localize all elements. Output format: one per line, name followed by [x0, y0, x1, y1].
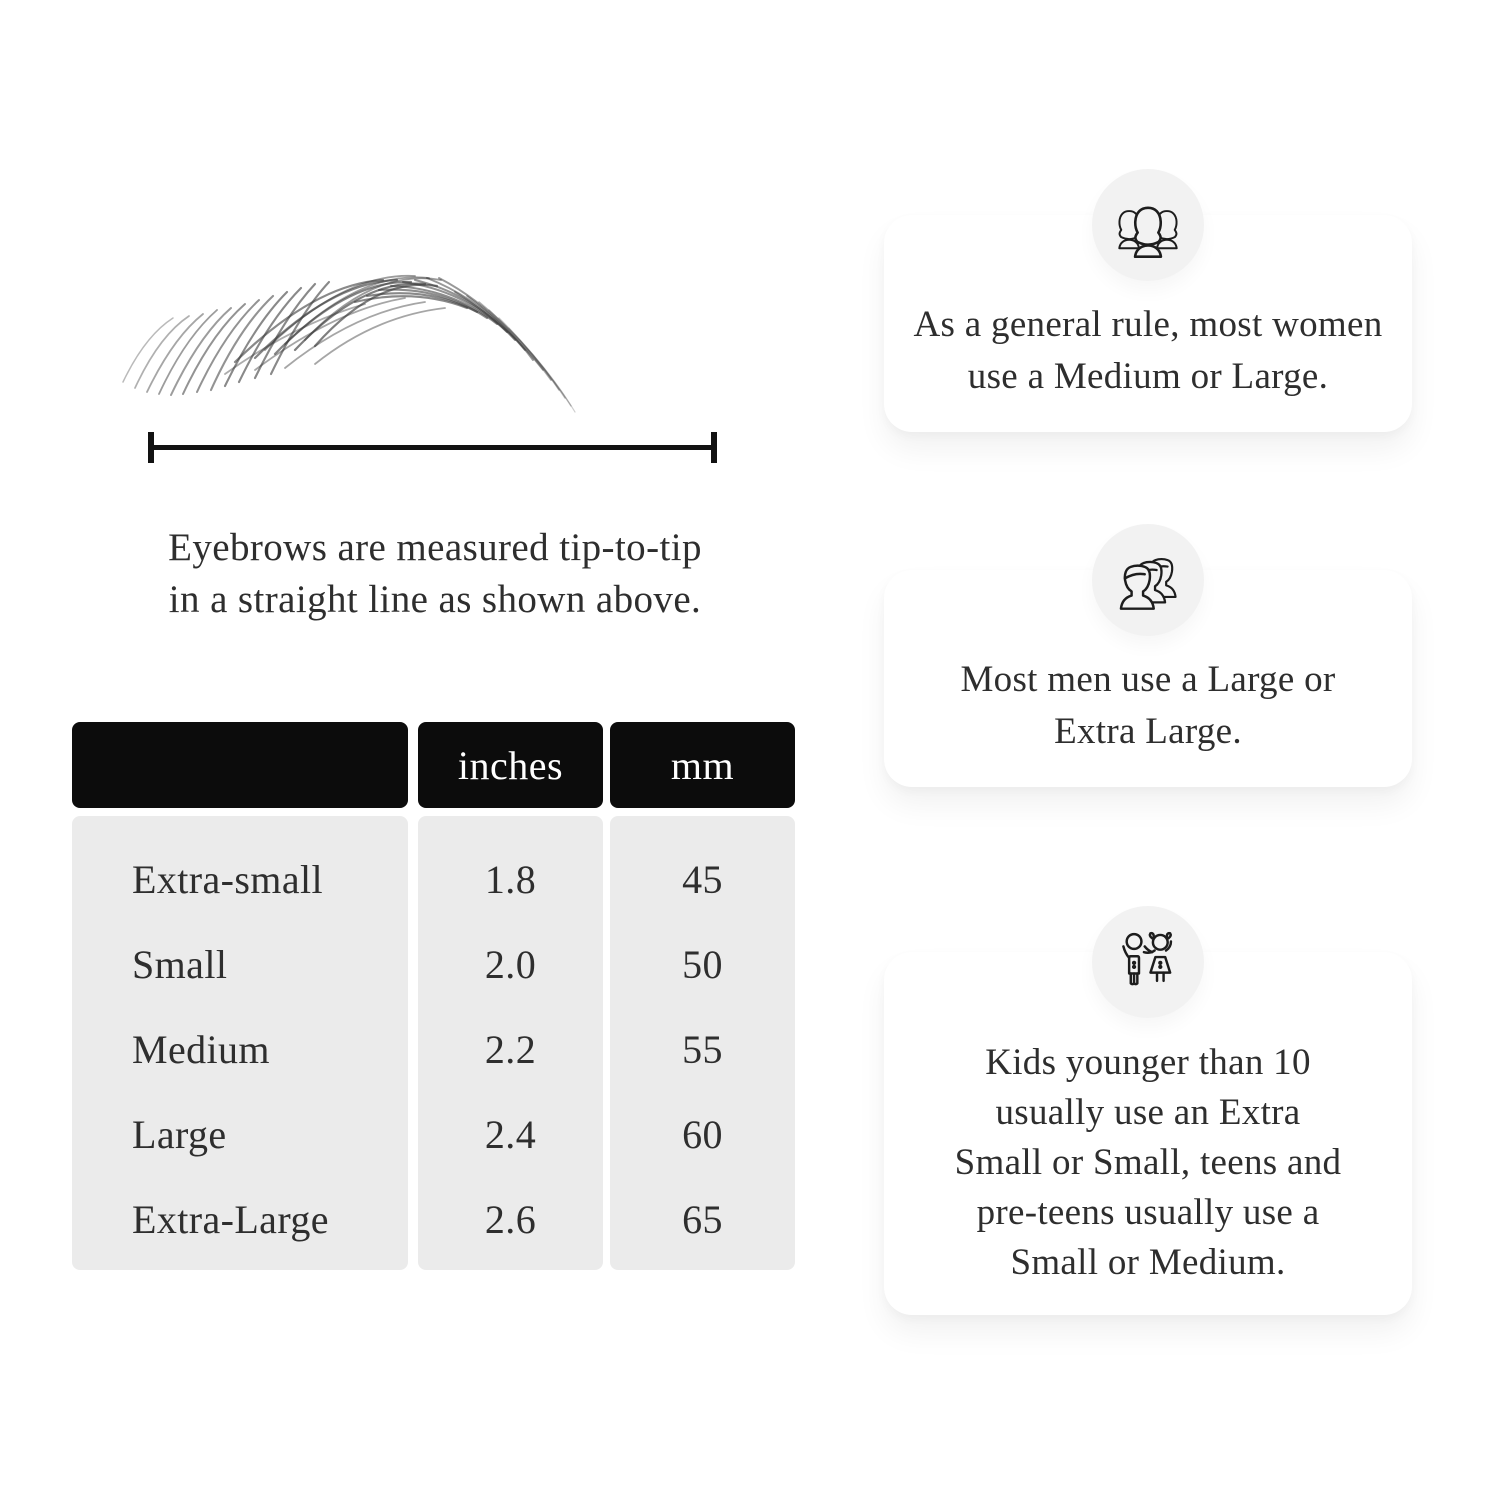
inches-value: 2.2 — [484, 1027, 537, 1072]
measurement-line — [150, 445, 715, 450]
card-text-line: Small or Medium. — [1010, 1242, 1286, 1283]
mm-value: 60 — [682, 1112, 723, 1157]
measurement-line-right-cap — [711, 432, 717, 463]
mm-value: 55 — [682, 1027, 723, 1072]
inches-value: 2.0 — [484, 942, 537, 987]
table-header-size — [72, 722, 408, 808]
measurement-caption — [55, 522, 815, 626]
kids-icon — [1092, 906, 1204, 1018]
card-text-line: Most men use a Large or — [960, 659, 1336, 700]
card-text-line: use a Medium or Large. — [967, 356, 1329, 397]
table-header-mm: mm — [610, 722, 795, 808]
size-label: Extra-small — [132, 857, 324, 902]
card-text-line: Small or Small, teens and — [954, 1142, 1342, 1183]
inches-value: 2.6 — [484, 1197, 537, 1242]
eyebrow-illustration — [115, 232, 585, 427]
card-women — [884, 215, 1412, 432]
mm-value: 50 — [682, 942, 723, 987]
card-text-line: pre-teens usually use a — [976, 1192, 1320, 1233]
mm-value: 45 — [682, 857, 723, 902]
card-text-line: As a general rule, most women — [913, 304, 1383, 345]
size-label: Extra-Large — [132, 1197, 329, 1242]
size-label: Medium — [132, 1027, 270, 1072]
table-header-inches: inches — [418, 722, 603, 808]
measurement-line-left-cap — [148, 432, 154, 463]
table-column-sizes — [72, 816, 408, 1270]
caption-line: in a straight line as shown above. — [168, 578, 702, 621]
card-kids — [884, 952, 1412, 1315]
card-text-line: Extra Large. — [1054, 711, 1242, 752]
caption-line: Eyebrows are measured tip-to-tip — [168, 526, 702, 569]
card-text-line: Kids younger than 10 — [985, 1042, 1311, 1083]
inches-value: 1.8 — [484, 857, 537, 902]
table-column-mm — [610, 816, 795, 1270]
women-group-icon — [1092, 169, 1204, 281]
card-text-line: usually use an Extra — [995, 1092, 1301, 1133]
table-column-inches — [418, 816, 603, 1270]
card-men — [884, 570, 1412, 787]
size-label: Small — [132, 942, 228, 987]
mm-value: 65 — [682, 1197, 723, 1242]
inches-value: 2.4 — [484, 1112, 537, 1157]
size-label: Large — [132, 1112, 227, 1157]
men-group-icon — [1092, 524, 1204, 636]
